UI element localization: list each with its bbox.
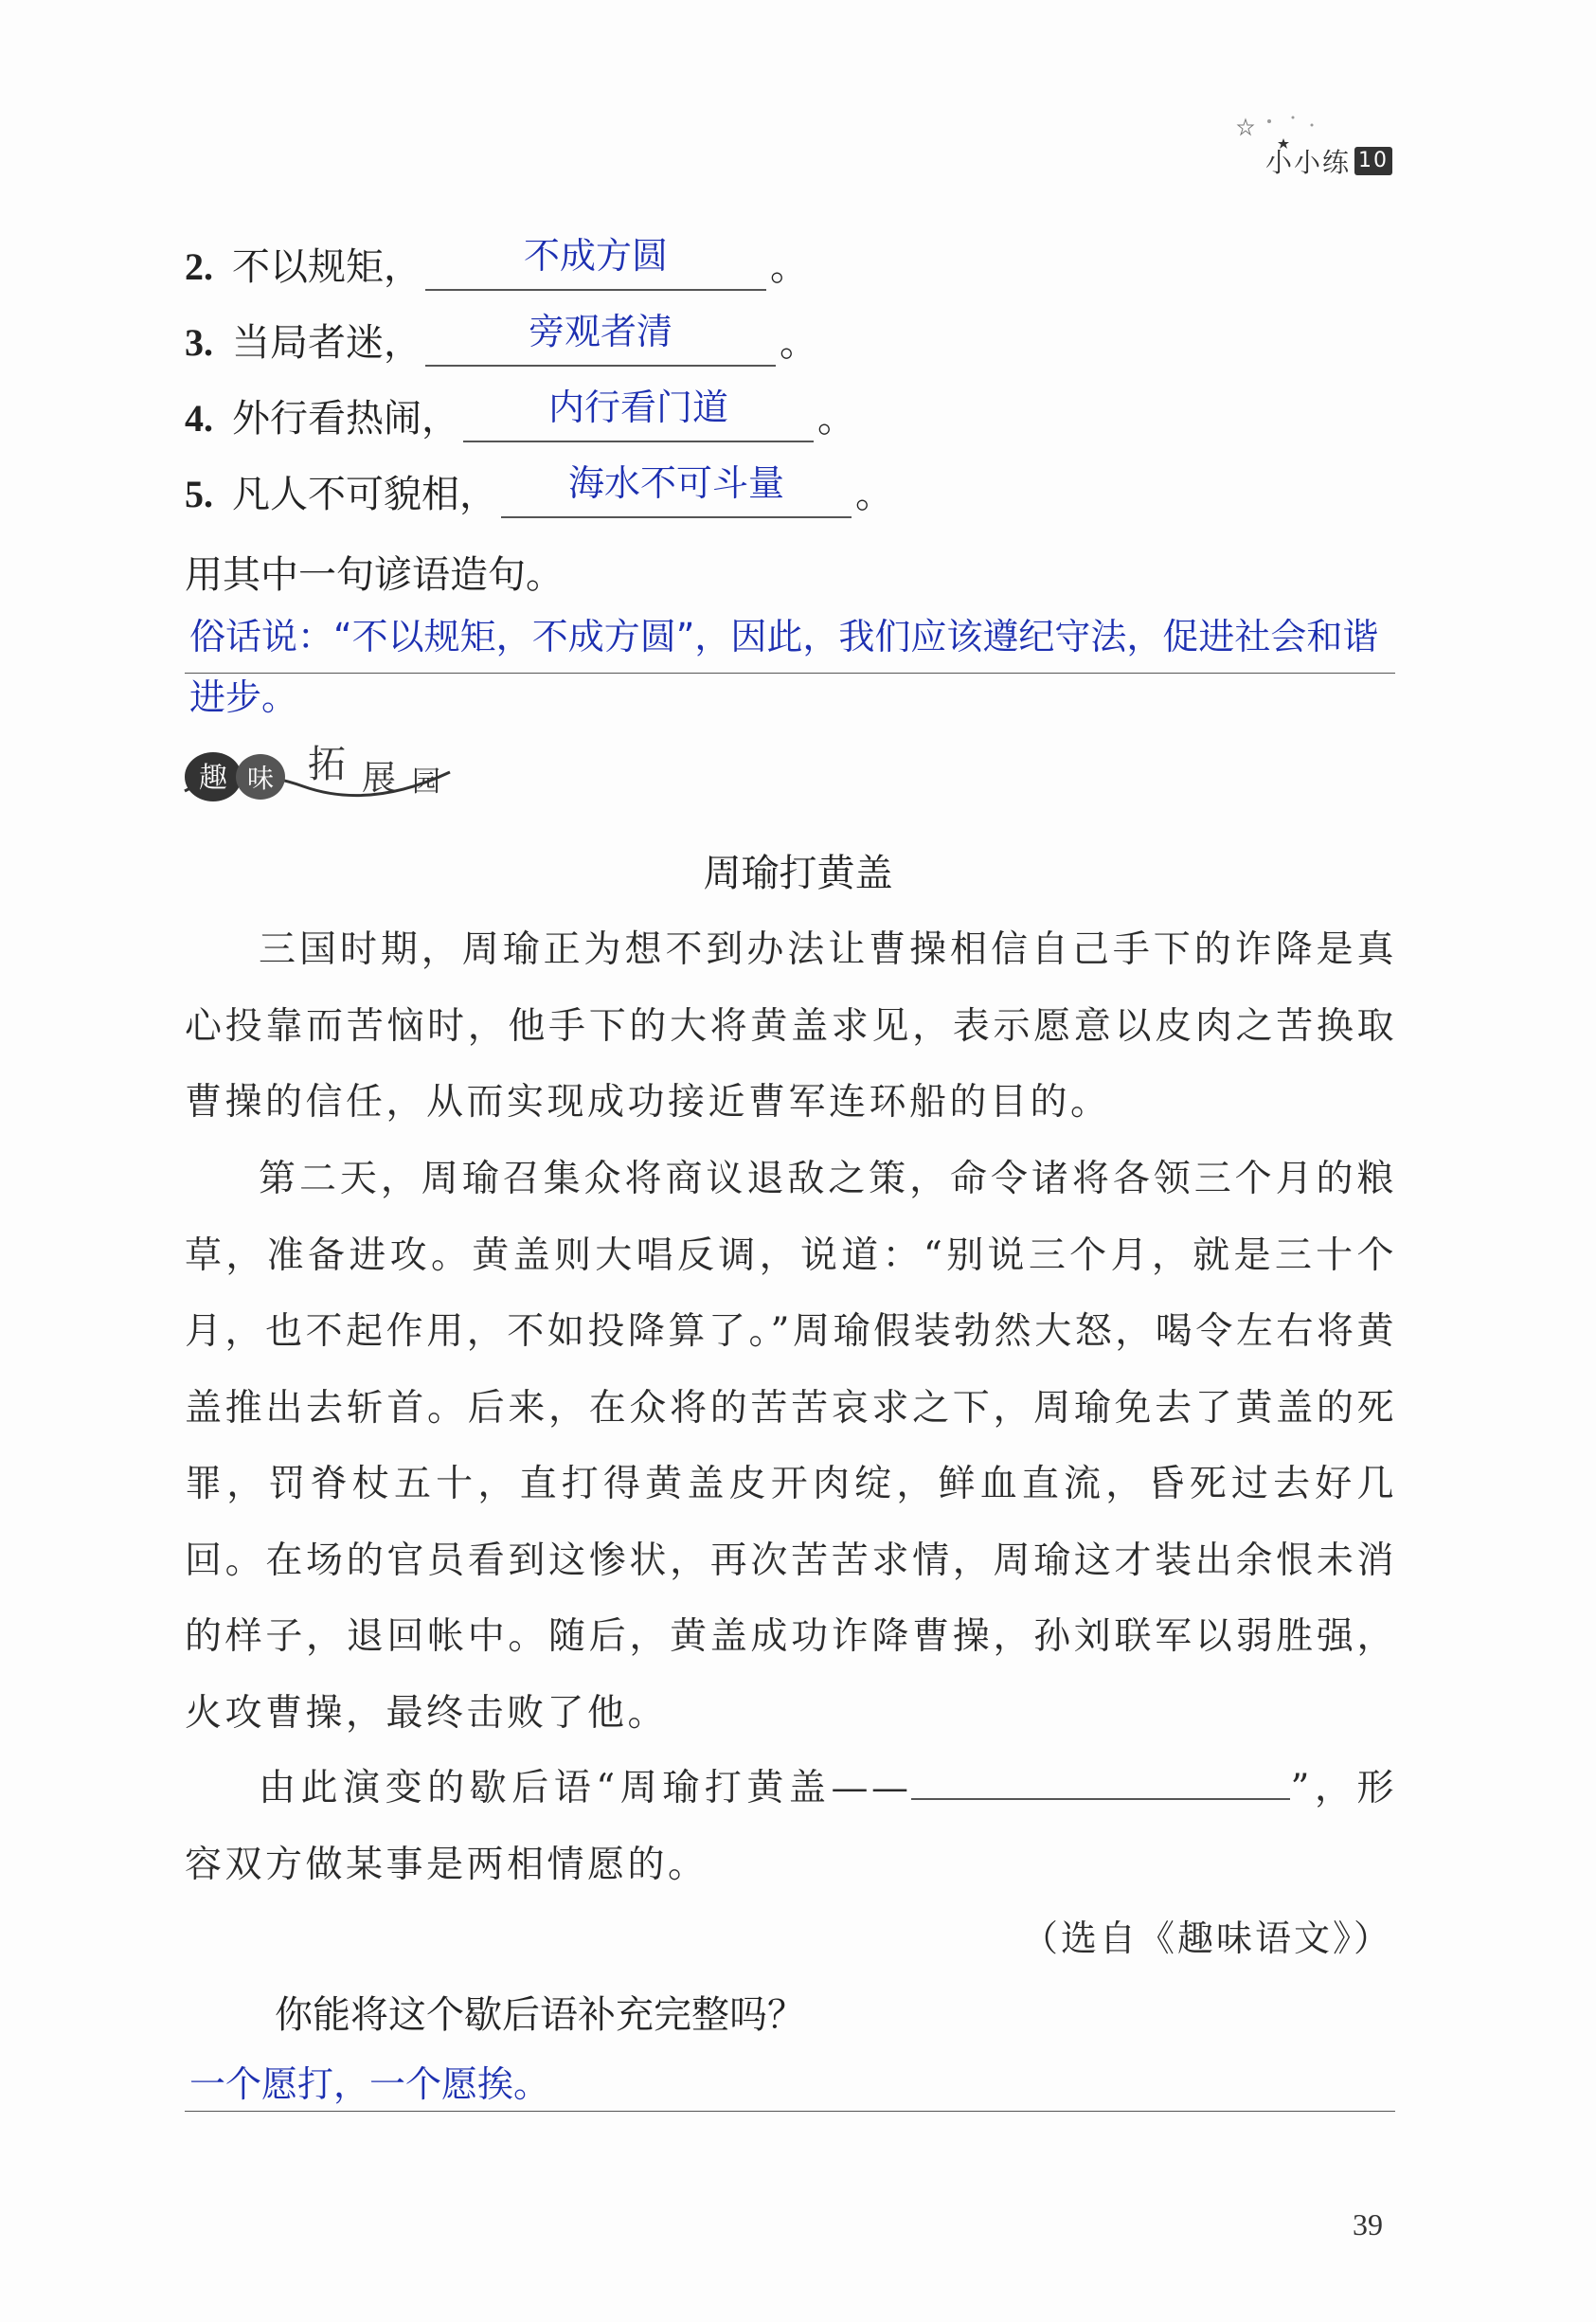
section-number: 10 [1354, 147, 1392, 175]
section-tag [1265, 142, 1392, 180]
story-source: （选自《趣味语文》） [1021, 1917, 1392, 1959]
item-number: 4. [185, 397, 213, 440]
xiehouyu-prefix: 由此演变的歇后语“周瑜打黄盖—— [259, 1767, 912, 1809]
proverb-row [185, 387, 855, 442]
proverb-suffix: 。 [780, 321, 817, 365]
question-text: 你能将这个歇后语补充完整吗？ [275, 1993, 805, 2037]
story-paragraph-3 [185, 1751, 1397, 1903]
sentence-prompt: 用其中一句谚语造句。 [185, 553, 564, 597]
proverb-prefix: 凡人不可貌相， [232, 473, 497, 516]
svg-text:拓: 拓 [308, 743, 346, 786]
svg-text:趣: 趣 [199, 762, 227, 795]
xiehouyu-suffix: ”，形容双方做某事是两相情愿的。 [185, 1767, 1397, 1886]
proverb-row [185, 462, 893, 518]
answer-blank[interactable] [501, 462, 852, 518]
answer-blank[interactable] [425, 311, 776, 367]
handwritten-answer: 不成方圆 [523, 235, 668, 277]
story-paragraph-2: 第二天，周瑜召集众将商议退敌之策，命令诸将各领三个月的粮草，准备进攻。黄盖则大唱反调，说道：“别说三个月，就是三十个月，也不起作用，不如投降算了。”周瑜假装勃然大怒，喝令左右将黄盖推出去斩首。后来，在众将的苦苦哀求之下，周瑜免去了黄盖的死罪，罚脊杖五十，直打得黄盖皮开肉绽，鲜血直流，昏死过去好几回。在场的官员看到这惨状，再次苦苦求情，周瑜这才装出余恨未消的样子，退回帐中。随后，黄盖成功诈降曹操，孙刘联军以弱胜强，火攻曹操，最终击败了他。 [185, 1158, 1397, 1735]
handwritten-answer: 旁观者清 [528, 311, 672, 352]
proverb-prefix: 不以规矩， [232, 245, 421, 289]
proverb-prefix: 当局者迷， [232, 321, 421, 365]
proverb-row [185, 235, 808, 291]
proverb-row [185, 311, 817, 367]
answer-line [185, 673, 1395, 674]
item-number: 5. [185, 473, 213, 515]
answer-blank[interactable] [463, 387, 814, 442]
proverb-prefix: 外行看热闹， [232, 397, 459, 441]
handwritten-answer: 内行看门道 [547, 387, 728, 428]
handwritten-answer: 海水不可斗量 [567, 462, 784, 504]
story-paragraph-1: 三国时期，周瑜正为想不到办法让曹操相信自己手下的诈降是真心投靠而苦恼时，他手下的大将黄盖求见，表示愿意以皮肉之苦换取曹操的信任，从而实现成功接近曹军连环船的目的。 [185, 928, 1397, 1124]
proverb-suffix: 。 [770, 245, 808, 289]
section-label: 小小练 [1264, 147, 1351, 178]
item-number: 3. [185, 321, 213, 364]
proverb-suffix: 。 [817, 397, 855, 441]
page-number: 39 [1353, 2207, 1383, 2241]
item-number: 2. [185, 245, 213, 288]
proverb-suffix: 。 [855, 473, 893, 516]
sentence-answer[interactable]: 俗话说：“不以规矩，不成方圆”，因此，我们应该遵纪守法，促进社会和谐进步。 [189, 616, 1379, 718]
svg-text:园: 园 [412, 765, 440, 799]
svg-text:味: 味 [246, 763, 275, 794]
fun-extension-badge-icon [180, 734, 455, 819]
xiehouyu-blank[interactable] [911, 1760, 1290, 1800]
svg-text:展: 展 [361, 759, 397, 798]
answer-line [185, 2111, 1395, 2112]
answer-blank[interactable] [425, 235, 766, 291]
question-answer[interactable]: 一个愿打，一个愿挨。 [189, 2063, 550, 2105]
story-title: 周瑜打黄盖 [703, 852, 893, 895]
